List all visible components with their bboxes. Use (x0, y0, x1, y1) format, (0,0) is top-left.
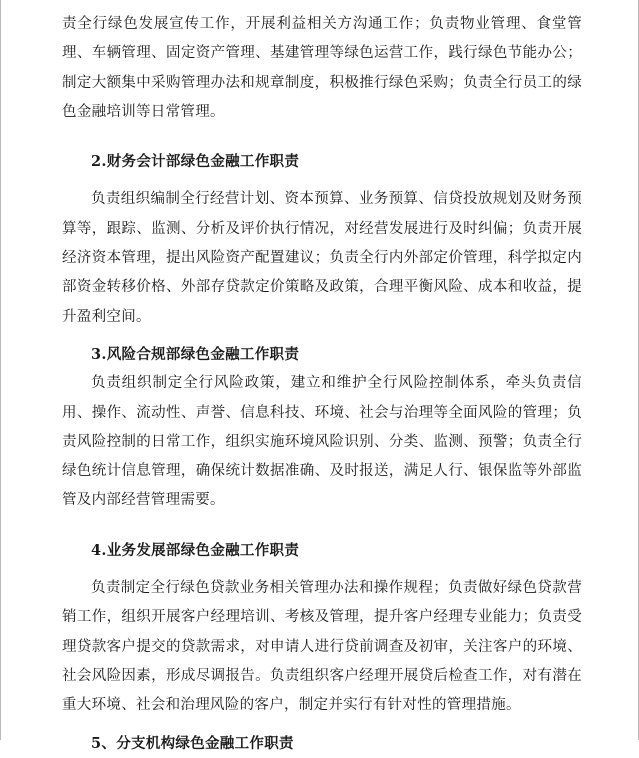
paragraph-finance-accounting: 负责组织编制全行经营计划、资本预算、业务预算、信贷投放规划及财务预算等，跟踪、监测、分析及评价执行情况，对经营发展进行及时纠偏；负责开展经济资本管理，提出风险资产配置建议；负责全行内外部定价管理，科学拟定内部资金转移价格、外部存贷款定价策略及政策，合理平衡风险、成本和收益，提升盈利空间。 (62, 191, 582, 325)
heading-branch-offices: 5、分支机构绿色金融工作职责 (91, 734, 294, 752)
document-body (62, 10, 582, 758)
paragraph-general-office-duties: 责全行绿色发展宣传工作，开展利益相关方沟通工作；负责物业管理、食堂管理、车辆管理、固定资产管理、基建管理等绿色运营工作，践行绿色节能办公；制定大额集中采购管理办法和规章制度，积极推行绿色采购；负责全行员工的绿色金融培训等日常管理。 (62, 16, 582, 120)
heading-business-development: 4.业务发展部绿色金融工作职责 (91, 541, 300, 559)
heading-finance-accounting: 2.财务会计部绿色金融工作职责 (91, 153, 300, 171)
paragraph-risk-compliance: 负责组织制定全行风险政策，建立和维护全行风险控制体系，牵头负责信用、操作、流动性、声誉、信息科技、环境、社会与治理等全面风险的管理；负责风险控制的日常工作，组织实施环境风险识别、分类、监测、预警；负责全行绿色统计信息管理，确保统计数据准确、及时报送，满足人行、银保监等外部监管及内部经营管理需要。 (62, 375, 582, 509)
heading-risk-compliance: 3.风险合规部绿色金融工作职责 (91, 345, 300, 363)
paragraph-business-development: 负责制定全行绿色贷款业务相关管理办法和操作规程；负责做好绿色贷款营销工作，组织开展客户经理培训、考核及管理，提升客户经理专业能力；负责受理贷款客户提交的贷款需求，对申请人进行贷前调查及初审，关注客户的环境、社会风险因素，形成尽调报告。负责组织客户经理开展贷后检查工作，对有潜在重大环境、社会和治理风险的客户，制定并实行有针对性的管理措施。 (62, 580, 582, 714)
